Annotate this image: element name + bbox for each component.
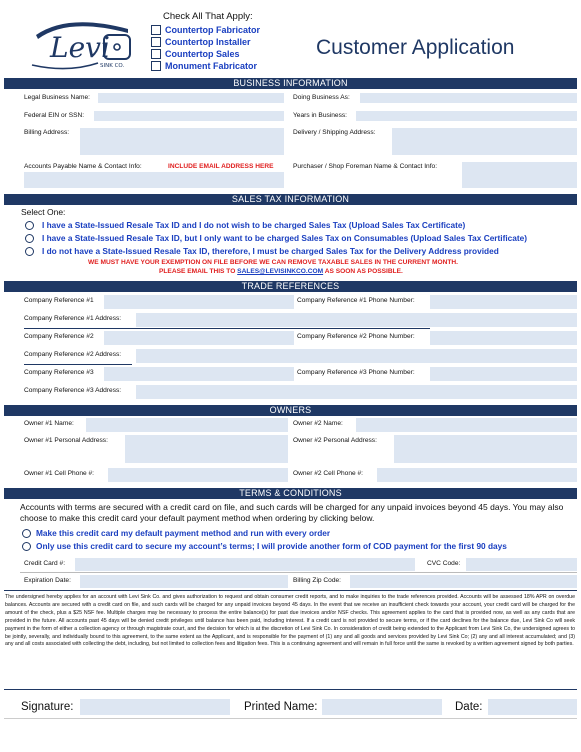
- cvc-field[interactable]: [466, 558, 577, 571]
- ref3-address-label: Company Reference #3 Address:: [24, 387, 122, 394]
- ref2-label: Company Reference #2: [24, 333, 94, 340]
- date-label: Date:: [455, 701, 483, 713]
- owner1-cell-field[interactable]: [108, 468, 288, 482]
- trade-references-header: [4, 281, 577, 292]
- ref3-field[interactable]: [104, 367, 294, 381]
- billing-field[interactable]: [80, 128, 284, 155]
- purchaser-field[interactable]: [462, 162, 577, 188]
- owner2-address-label: Owner #2 Personal Address:: [293, 437, 377, 444]
- ref3-label: Company Reference #3: [24, 369, 94, 376]
- cc-underline: [20, 572, 577, 573]
- legal-top-rule: [4, 590, 577, 591]
- terms-intro: Accounts with terms are secured with a credit card on file, and such cards will be charged for any unpaid invoices beyond 45 days. You may also choose to make this credit card your default payment method when ordering by clicking below.: [20, 502, 564, 523]
- ap-contact-field[interactable]: [24, 172, 284, 188]
- terms-header: [4, 488, 577, 499]
- business-info-header: [4, 78, 577, 89]
- years-label: Years in Business:: [293, 112, 348, 119]
- tax-option-2-radio[interactable]: [25, 234, 34, 243]
- select-one-label: Select One:: [21, 207, 66, 217]
- owner1-address-label: Owner #1 Personal Address:: [24, 437, 108, 444]
- trade-references-heading: TRADE REFERENCES: [241, 281, 340, 291]
- ap-contact-label: Accounts Payable Name & Contact Info:: [24, 163, 142, 170]
- sales-email-link[interactable]: SALES@LEVISINKCO.COM: [237, 268, 324, 275]
- delivery-field[interactable]: [392, 128, 577, 155]
- ref1-field[interactable]: [104, 295, 294, 309]
- sales-tax-heading: SALES TAX INFORMATION: [231, 194, 350, 204]
- owner1-name-label: Owner #1 Name:: [24, 420, 74, 427]
- delivery-label: Delivery / Shipping Address:: [293, 129, 376, 136]
- legal-terms-text: The undersigned hereby applies for an account with Levi Sink Co. and gives authorization to request and obtain consumer credit reports, and to make inquiries to the trade references provided. Accounts will be assessed 18% APR on overdue balances. Accounts are secured with a credit card on file, and such cards will be charged for any unpaid invoices beyond 45 days. In the event that we receive an insufficient check towards your account, your credit card will be charged for the amount of the check, plus a $25 NSF fee. Multiple charges may be necessary to process the entire balance(s) for past due invoices and/or NSF checks. This agreement applies to the card that is provided now, as well as any cards that are provided in the future. All accounts past 45 days will be denied credit privileges until balance has been paid, including interest. If a credit card is not provided to secure terms, or if the card declines for the balance due, Levi Sink Co will seek payment in the form of either a collection agency or through magistrate court, and the decision for which is at the discretion of Levi Sink Co. In consideration of credit being extended to the Applicant from Levi Sink Co, the undersigned agrees to be jointly, severally, and individually bound to this agreement, to the same extent as the Applicant, and is responsible for the payment of (1) any and all goods and services provided by Levi Sink Co; (2) any and all interest accumulated; and (3) any and all costs associated with collecting the debt, including, but not limited to collection fees and litigation fees. This is a continuing agreement and will remain in full force until the same is revoked by a written agreement signed by both parties.: [5, 594, 575, 648]
- zip-label: Billing Zip Code:: [293, 577, 342, 584]
- years-field[interactable]: [356, 111, 577, 121]
- ref1-phone-field[interactable]: [430, 295, 577, 309]
- label-countertop-sales: Countertop Sales: [165, 49, 240, 59]
- ref1-divider: [24, 328, 430, 329]
- payment-option-2-label: Only use this credit card to secure my account’s terms; I will provide another form of COD payment for the first 90 days: [36, 541, 507, 551]
- dba-field[interactable]: [360, 93, 577, 103]
- printed-name-field[interactable]: [322, 699, 442, 715]
- label-countertop-installer: Countertop Installer: [165, 37, 251, 47]
- purchaser-label: Purchaser / Shop Foreman Name & Contact Info:: [293, 163, 438, 170]
- ref1-address-field[interactable]: [136, 313, 577, 327]
- ref1-label: Company Reference #1: [24, 297, 94, 304]
- ein-label: Federal EIN or SSN:: [24, 112, 85, 119]
- ref2-field[interactable]: [104, 331, 294, 345]
- zip-field[interactable]: [350, 575, 577, 588]
- checkbox-countertop-sales[interactable]: [151, 49, 161, 59]
- payment-option-1-label: Make this credit card my default payment method and run with every order: [36, 528, 331, 538]
- legal-bottom-rule: [4, 689, 577, 690]
- signature-label: Signature:: [21, 701, 74, 713]
- owner2-name-label: Owner #2 Name:: [293, 420, 343, 427]
- ref3-phone-field[interactable]: [430, 367, 577, 381]
- legal-name-label: Legal Business Name:: [24, 94, 90, 101]
- payment-option-1-radio[interactable]: [22, 529, 31, 538]
- expiration-label: Expiration Date:: [24, 577, 71, 584]
- expiration-field[interactable]: [80, 575, 288, 588]
- signature-field[interactable]: [80, 699, 230, 715]
- ref2-phone-label: Company Reference #2 Phone Number:: [297, 333, 415, 340]
- owner1-name-field[interactable]: [86, 418, 288, 432]
- owners-heading: OWNERS: [269, 405, 312, 415]
- billing-label: Billing Address:: [24, 129, 70, 136]
- payment-option-2-radio[interactable]: [22, 542, 31, 551]
- owner2-name-field[interactable]: [356, 418, 577, 432]
- ref2-address-field[interactable]: [136, 349, 577, 363]
- label-countertop-fabricator: Countertop Fabricator: [165, 25, 261, 35]
- owner2-cell-field[interactable]: [377, 468, 577, 482]
- ref2-divider: [24, 364, 132, 365]
- terms-heading: TERMS & CONDITIONS: [239, 488, 342, 498]
- check-all-title: Check All That Apply:: [163, 11, 253, 22]
- cvc-label: CVC Code:: [427, 560, 461, 567]
- levi-sink-co-logo: [28, 15, 138, 71]
- tax-notice-line1: WE MUST HAVE YOUR EXEMPTION ON FILE BEFORE WE CAN REMOVE TAXABLE SALES IN THE CURRENT MONTH.: [88, 259, 458, 266]
- tax-option-3-radio[interactable]: [25, 247, 34, 256]
- credit-card-label: Credit Card #:: [24, 560, 66, 567]
- owner2-address-field[interactable]: [394, 435, 577, 463]
- page-title: Customer Application: [316, 36, 515, 59]
- signature-underline: [4, 718, 577, 719]
- ap-email-note: INCLUDE EMAIL ADDRESS HERE: [168, 163, 274, 170]
- ref2-address-label: Company Reference #2 Address:: [24, 351, 122, 358]
- owner1-cell-label: Owner #1 Cell Phone #:: [24, 470, 95, 477]
- ref3-address-field[interactable]: [136, 385, 577, 399]
- tax-option-2-label: I have a State-Issued Resale Tax ID, but I only want to be charged Sales Tax on Consumables (Upload Sales Tax Certificate): [42, 233, 528, 243]
- ref1-address-label: Company Reference #1 Address:: [24, 315, 122, 322]
- business-info-heading: BUSINESS INFORMATION: [233, 78, 348, 88]
- ref1-phone-label: Company Reference #1 Phone Number:: [297, 297, 415, 304]
- checkbox-monument-fabricator[interactable]: [151, 61, 161, 71]
- tax-option-3-label: I do not have a State-Issued Resale Tax ID, therefore, I must be charged Sales Tax for the Delivery Address provided: [42, 246, 499, 256]
- dba-label: Doing Business As:: [293, 94, 350, 101]
- tax-option-1-label: I have a State-Issued Resale Tax ID and I do not wish to be charged Sales Tax (Upload Sales Tax Certificate): [42, 220, 466, 230]
- logo-wordmark: Levi: [50, 31, 110, 64]
- tax-notice-line2: [159, 268, 403, 275]
- date-field[interactable]: [488, 699, 577, 715]
- printed-name-label: Printed Name:: [244, 701, 318, 713]
- owner2-cell-label: Owner #2 Cell Phone #:: [293, 470, 364, 477]
- sales-tax-header: [4, 194, 577, 205]
- checkbox-countertop-fabricator[interactable]: [151, 25, 161, 35]
- logo-subtext: SINK CO.: [100, 63, 125, 69]
- ref2-phone-field[interactable]: [430, 331, 577, 345]
- ref3-phone-label: Company Reference #3 Phone Number:: [297, 369, 415, 376]
- label-monument-fabricator: Monument Fabricator: [165, 61, 258, 71]
- checkbox-countertop-installer[interactable]: [151, 37, 161, 47]
- owner1-address-field[interactable]: [125, 435, 288, 463]
- credit-card-field[interactable]: [75, 558, 415, 571]
- tax-option-1-radio[interactable]: [25, 221, 34, 230]
- legal-name-field[interactable]: [98, 93, 284, 103]
- ein-field[interactable]: [94, 111, 284, 121]
- owners-header: [4, 405, 577, 416]
- tax-notice-prefix: PLEASE EMAIL THIS TO: [159, 268, 238, 275]
- tax-notice-suffix: AS SOON AS POSSIBLE.: [323, 268, 403, 275]
